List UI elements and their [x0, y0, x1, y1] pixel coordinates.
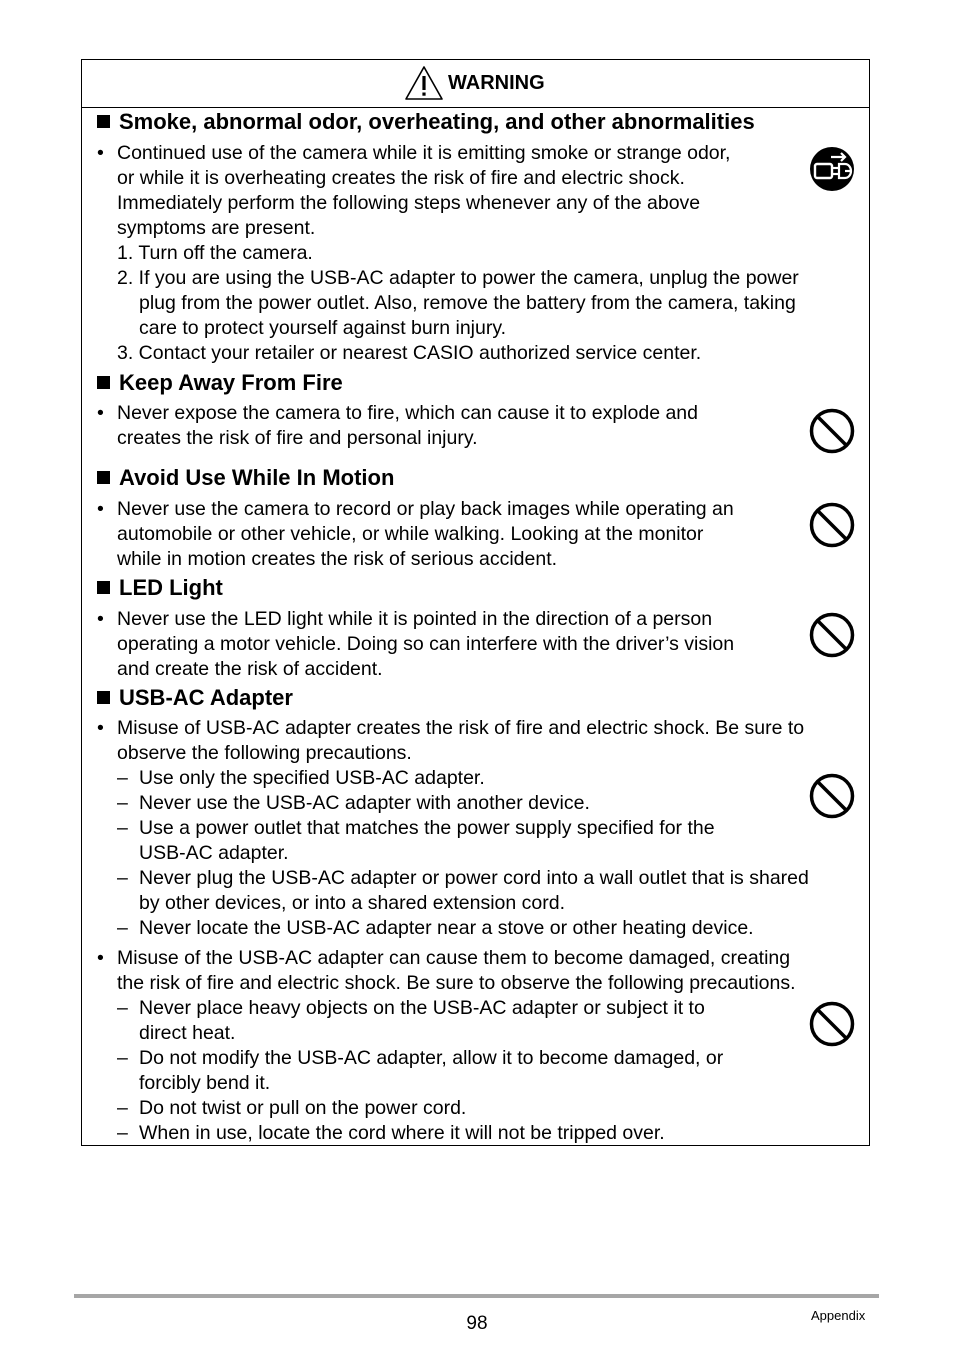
smoke-text-line: Immediately perform the following steps whenever any of the above: [117, 192, 701, 214]
fire-text-line: creates the risk of fire and personal injury.: [117, 427, 478, 449]
usb-precaution-item: Use a power outlet that matches the power supply specified for the: [139, 817, 715, 839]
heading-square-icon: [97, 115, 110, 128]
warning-title: WARNING: [448, 71, 545, 94]
heading-square-icon: [97, 376, 110, 389]
dash-symbol: –: [117, 1097, 128, 1119]
heading-square-icon: [97, 471, 110, 484]
smoke-text-line: symptoms are present.: [117, 217, 316, 239]
usb-text-line: observe the following precautions.: [117, 742, 412, 764]
smoke-step-3: 3. Contact your retailer or nearest CASIO authorized service center.: [117, 342, 702, 364]
usb-precaution-item-cont: USB-AC adapter.: [139, 842, 289, 864]
unplug-icon: [809, 146, 855, 192]
dash-symbol: –: [117, 817, 128, 839]
bullet-symbol: •: [97, 498, 104, 520]
smoke-step-1: 1. Turn off the camera.: [117, 242, 313, 264]
usb-precaution-item: Never use the USB-AC adapter with another device.: [139, 792, 590, 814]
bullet-symbol: •: [97, 142, 104, 164]
usb-precaution-item-cont: by other devices, or into a shared extension cord.: [139, 892, 565, 914]
bullet-symbol: •: [97, 717, 104, 739]
page-number: 98: [466, 1313, 488, 1334]
fire-text-line: Never expose the camera to fire, which can cause it to explode and: [117, 402, 698, 424]
prohibition-icon: [809, 773, 855, 819]
section-heading-smoke: Smoke, abnormal odor, overheating, and other abnormalities: [97, 109, 755, 135]
section-heading-led: LED Light: [97, 575, 223, 601]
warning-header: [82, 60, 869, 108]
bullet-symbol: •: [97, 608, 104, 630]
led-text-line: Never use the LED light while it is pointed in the direction of a person: [117, 608, 713, 630]
dash-symbol: –: [117, 1122, 128, 1144]
prohibition-icon: [809, 502, 855, 548]
prohibition-icon: [809, 408, 855, 454]
usb-damage-item: Never place heavy objects on the USB-AC adapter or subject it to: [139, 997, 705, 1019]
dash-symbol: –: [117, 867, 128, 889]
smoke-text-line: Continued use of the camera while it is emitting smoke or strange odor,: [117, 142, 731, 164]
prohibition-icon: [809, 612, 855, 658]
motion-text-line: while in motion creates the risk of serious accident.: [117, 548, 558, 570]
section-label: Appendix: [811, 1308, 866, 1323]
section-heading-fire: Keep Away From Fire: [97, 370, 343, 396]
warning-title-group: [404, 66, 545, 100]
heading-square-icon: [97, 691, 110, 704]
led-text-line: operating a motor vehicle. Doing so can interfere with the driver’s vision: [117, 633, 735, 655]
usb-text-line: the risk of fire and electric shock. Be sure to observe the following precautions.: [117, 972, 796, 994]
dash-symbol: –: [117, 917, 128, 939]
smoke-step-2-cont: plug from the power outlet. Also, remove the battery from the camera, taking: [139, 292, 796, 314]
usb-text-line: Misuse of USB-AC adapter creates the risk of fire and electric shock. Be sure to: [117, 717, 805, 739]
usb-damage-item-cont: forcibly bend it.: [139, 1072, 271, 1094]
smoke-step-2-cont: care to protect yourself against burn injury.: [139, 317, 507, 339]
usb-precaution-item: Never plug the USB-AC adapter or power cord into a wall outlet that is shared: [139, 867, 809, 889]
dash-symbol: –: [117, 767, 128, 789]
heading-square-icon: [97, 581, 110, 594]
smoke-text-line: or while it is overheating creates the risk of fire and electric shock.: [117, 167, 685, 189]
dash-symbol: –: [117, 997, 128, 1019]
prohibition-icon: [809, 1001, 855, 1047]
dash-symbol: –: [117, 1047, 128, 1069]
usb-precaution-item: Use only the specified USB-AC adapter.: [139, 767, 485, 789]
usb-damage-item: When in use, locate the cord where it will not be tripped over.: [139, 1122, 665, 1144]
motion-text-line: Never use the camera to record or play back images while operating an: [117, 498, 734, 520]
section-heading-usb: USB-AC Adapter: [97, 685, 293, 711]
usb-text-line: Misuse of the USB-AC adapter can cause them to become damaged, creating: [117, 947, 791, 969]
motion-text-line: automobile or other vehicle, or while walking. Looking at the monitor: [117, 523, 704, 545]
section-heading-motion: Avoid Use While In Motion: [97, 465, 394, 491]
bullet-symbol: •: [97, 947, 104, 969]
dash-symbol: –: [117, 792, 128, 814]
usb-precaution-item: Never locate the USB-AC adapter near a stove or other heating device.: [139, 917, 754, 939]
warning-triangle-icon: [404, 65, 444, 101]
smoke-step-2: 2. If you are using the USB-AC adapter to power the camera, unplug the power: [117, 267, 799, 289]
footer-rule: [74, 1294, 879, 1298]
led-text-line: and create the risk of accident.: [117, 658, 383, 680]
bullet-symbol: •: [97, 402, 104, 424]
usb-damage-item-cont: direct heat.: [139, 1022, 236, 1044]
usb-damage-item: Do not twist or pull on the power cord.: [139, 1097, 467, 1119]
usb-damage-item: Do not modify the USB-AC adapter, allow it to become damaged, or: [139, 1047, 724, 1069]
